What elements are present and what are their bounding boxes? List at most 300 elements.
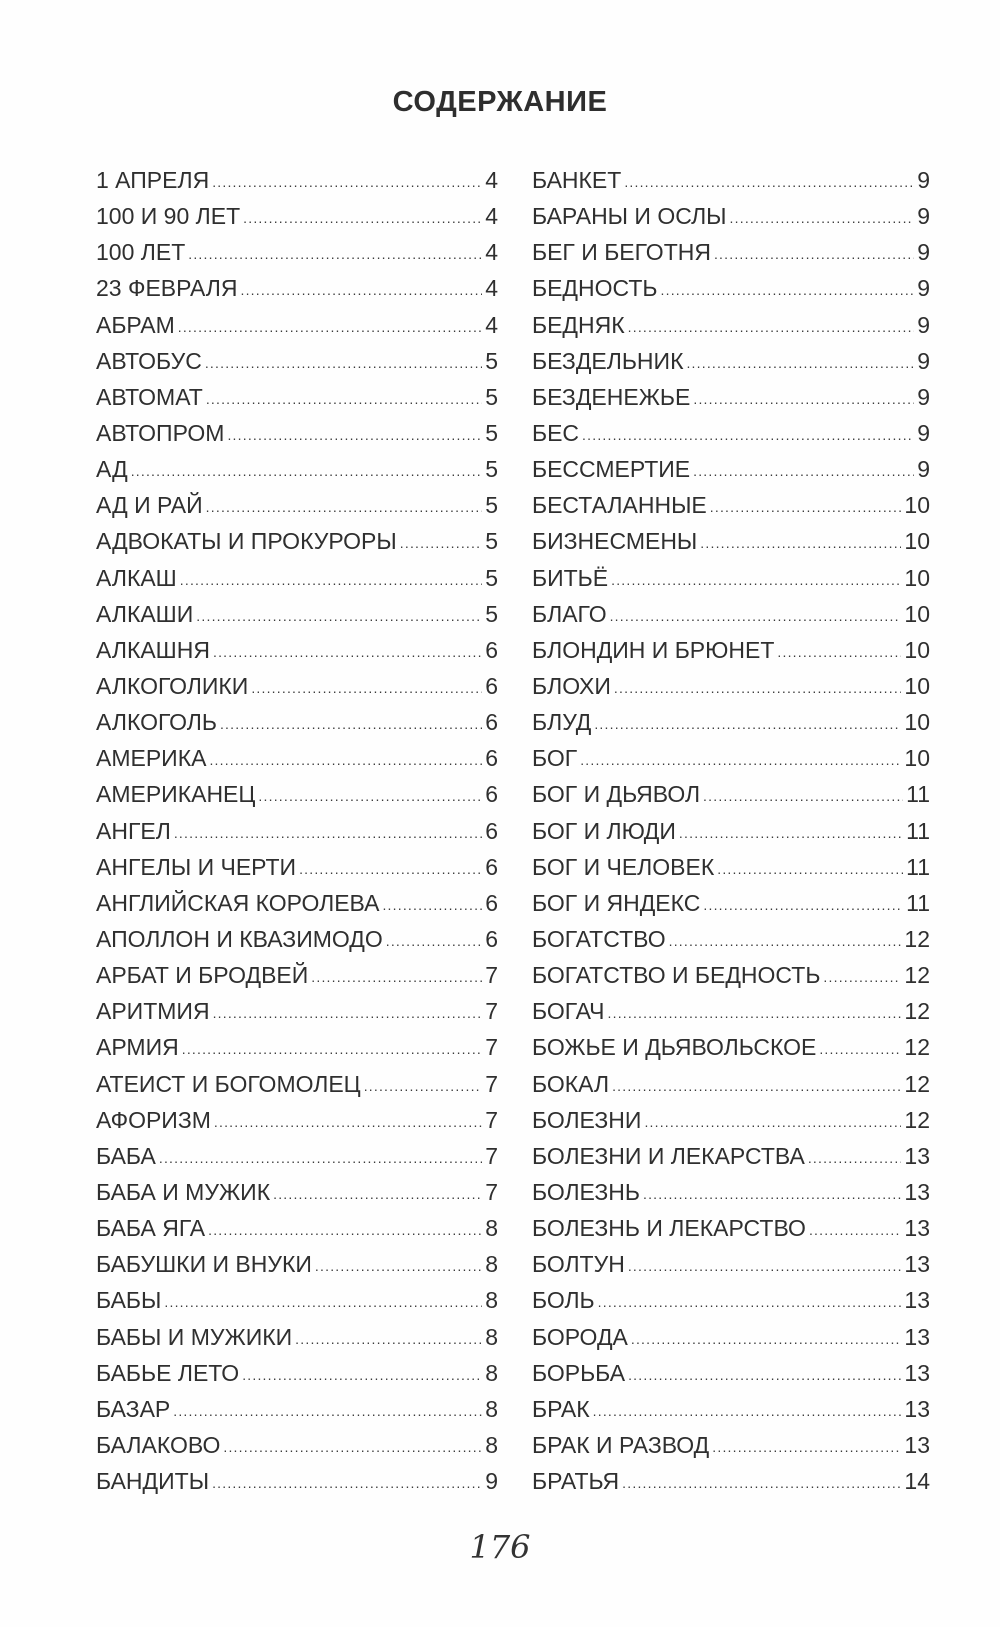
toc-entry-title: АЛКОГОЛИКИ <box>96 672 249 699</box>
toc-entry-page: 10 <box>904 709 930 736</box>
toc-entry <box>96 1282 498 1318</box>
toc-entry-page: 7 <box>485 962 498 989</box>
toc-entry <box>532 1391 930 1427</box>
toc-entry-title: БЕСТАЛАННЫЕ <box>532 492 707 519</box>
dot-leader <box>730 200 915 236</box>
toc-entry-title: БАЗАР <box>96 1395 171 1422</box>
dot-leader <box>614 670 901 706</box>
toc-entry <box>96 993 498 1029</box>
toc-entry-page: 9 <box>917 419 930 446</box>
toc-entry-title: БАБА И МУЖИК <box>96 1178 271 1205</box>
toc-entry-title: БЕССМЕРТИЕ <box>532 456 691 483</box>
toc-entry <box>532 993 930 1029</box>
toc-entry-title: БРАТЬЯ <box>532 1468 620 1495</box>
toc-entry-page: 7 <box>485 998 498 1025</box>
toc-entry-title: 100 И 90 ЛЕТ <box>96 203 241 230</box>
toc-entry <box>532 1355 930 1391</box>
dot-leader <box>243 200 482 236</box>
dot-leader <box>628 1357 901 1393</box>
toc-entry-page: 11 <box>906 817 930 844</box>
toc-column-left <box>96 162 498 1499</box>
toc-entry-page: 9 <box>917 239 930 266</box>
toc-entry-page: 12 <box>904 1106 930 1133</box>
toc-entry-page: 9 <box>917 275 930 302</box>
toc-entry-page: 5 <box>485 419 498 446</box>
toc-entry-page: 6 <box>485 853 498 880</box>
toc-entry-page: 12 <box>904 962 930 989</box>
toc-entry <box>532 487 930 523</box>
toc-entry-page: 13 <box>904 1431 930 1458</box>
toc-entry <box>96 1319 498 1355</box>
toc-entry-title: БАРАНЫ И ОСЛЫ <box>532 203 727 230</box>
toc-entry-title: БОЛТУН <box>532 1251 625 1278</box>
dot-leader <box>622 1465 901 1501</box>
toc-entry-title: АВТОМАТ <box>96 383 203 410</box>
toc-column-right <box>532 162 930 1499</box>
dot-leader <box>400 525 482 561</box>
dot-leader <box>131 453 483 489</box>
dot-leader <box>273 1176 482 1212</box>
page-number: 176 <box>469 1528 531 1566</box>
toc-entry <box>96 379 498 415</box>
toc-entry-page: 11 <box>906 853 930 880</box>
toc-entry-page: 10 <box>904 672 930 699</box>
dot-leader <box>628 309 915 345</box>
toc-entry <box>532 1427 930 1463</box>
dot-leader <box>712 1429 901 1465</box>
toc-entry-title: БАБА ЯГА <box>96 1215 206 1242</box>
toc-entry-page: 7 <box>485 1106 498 1133</box>
toc-entry <box>96 849 498 885</box>
toc-entry-title: БОЛЬ <box>532 1287 595 1314</box>
toc-entry <box>532 523 930 559</box>
toc-entry-title: БОРОДА <box>532 1323 628 1350</box>
toc-entry-page: 12 <box>904 925 930 952</box>
toc-entry <box>532 1138 930 1174</box>
toc-entry-page: 12 <box>904 1034 930 1061</box>
toc-entry <box>96 1102 498 1138</box>
dot-leader <box>220 706 482 742</box>
dot-leader <box>159 1140 482 1176</box>
toc-entry-page: 9 <box>917 456 930 483</box>
toc-entry-title: БЛОНДИН И БРЮНЕТ <box>532 636 775 663</box>
toc-entry <box>532 1463 930 1499</box>
dot-leader <box>206 381 482 417</box>
toc-entry-page: 9 <box>917 347 930 374</box>
toc-entry <box>96 596 498 632</box>
toc-entry-title: БАБА <box>96 1142 156 1169</box>
toc-entry <box>96 957 498 993</box>
toc-entry-page: 6 <box>485 745 498 772</box>
dot-leader <box>611 562 901 598</box>
toc-entry-page: 8 <box>485 1251 498 1278</box>
dot-leader <box>703 887 903 923</box>
toc-entry-title: БОГ И ЧЕЛОВЕК <box>532 853 715 880</box>
toc-entry-title: БОГ И ЛЮДИ <box>532 817 676 844</box>
toc-entry-title: БАБУШКИ И ВНУКИ <box>96 1251 312 1278</box>
toc-entry <box>96 343 498 379</box>
toc-entry-title: БОГ <box>532 745 578 772</box>
toc-entry-page: 8 <box>485 1323 498 1350</box>
dot-leader <box>593 1393 902 1429</box>
dot-leader <box>580 742 901 778</box>
toc-entry <box>532 198 930 234</box>
toc-entry <box>532 740 930 776</box>
toc-entry-page: 10 <box>904 492 930 519</box>
toc-entry-title: БОКАЛ <box>532 1070 610 1097</box>
dot-leader <box>212 1465 482 1501</box>
toc-entry-page: 4 <box>485 167 498 193</box>
toc-entry <box>532 343 930 379</box>
dot-leader <box>819 1031 901 1067</box>
toc-entry-title: 23 ФЕВРАЛЯ <box>96 275 238 302</box>
toc-entry-page: 6 <box>485 817 498 844</box>
toc-entry-title: АД И РАЙ <box>96 492 203 519</box>
toc-entry <box>532 379 930 415</box>
dot-leader <box>164 1284 482 1320</box>
dot-leader <box>227 417 482 453</box>
toc-entry <box>96 307 498 343</box>
dot-leader <box>612 1068 901 1104</box>
toc-entry-title: БИЗНЕСМЕНЫ <box>532 528 698 555</box>
toc-entry-title: АМЕРИКА <box>96 745 207 772</box>
toc-entry <box>96 1029 498 1065</box>
toc-entry-page: 10 <box>904 600 930 627</box>
toc-entry-page: 5 <box>485 492 498 519</box>
dot-leader <box>213 995 483 1031</box>
toc-entry-title: БОГАТСТВО <box>532 925 666 952</box>
toc-entry-title: БОЛЕЗНИ <box>532 1106 642 1133</box>
toc-entry-title: БОГ И ЯНДЕКС <box>532 889 701 916</box>
dot-leader <box>703 778 903 814</box>
toc-entry-title: АВТОПРОМ <box>96 419 225 446</box>
dot-leader <box>669 923 902 959</box>
dot-leader <box>180 562 482 598</box>
dot-leader <box>644 1104 901 1140</box>
toc-entry-page: 6 <box>485 889 498 916</box>
toc-entry-title: БЕС <box>532 419 580 446</box>
toc-entry <box>96 921 498 957</box>
toc-entry-title: АЛКАШНЯ <box>96 636 210 663</box>
toc-entry-page: 4 <box>485 239 498 266</box>
toc-entry-title: БОГАТСТВО И БЕДНОСТЬ <box>532 962 821 989</box>
dot-leader <box>209 742 482 778</box>
toc-entry-title: БОЖЬЕ И ДЬЯВОЛЬСКОЕ <box>532 1034 817 1061</box>
toc-entry-page: 7 <box>485 1142 498 1169</box>
toc-entry <box>532 307 930 343</box>
toc-entry-title: АД <box>96 456 128 483</box>
toc-entry-title: БЛАГО <box>532 600 607 627</box>
toc-entry <box>96 740 498 776</box>
toc-entry <box>96 1138 498 1174</box>
dot-leader <box>643 1176 901 1212</box>
toc-entry <box>96 162 498 198</box>
dot-leader <box>382 887 482 923</box>
toc-entry-title: БЛУД <box>532 709 592 736</box>
toc-entry-page: 11 <box>906 781 930 808</box>
dot-leader <box>251 670 482 706</box>
toc-entry-page: 9 <box>917 167 930 193</box>
toc-entry-title: БРАК <box>532 1395 590 1422</box>
toc-entry-page: 14 <box>904 1468 930 1495</box>
toc-entry-page: 9 <box>917 383 930 410</box>
dot-leader <box>205 345 482 381</box>
toc-entry <box>532 704 930 740</box>
toc-entry <box>532 270 930 306</box>
toc-entry <box>96 234 498 270</box>
toc-entry-page: 6 <box>485 925 498 952</box>
toc-entry <box>96 776 498 812</box>
toc-entry <box>96 668 498 704</box>
toc-entry-page: 5 <box>485 528 498 555</box>
toc-entry-page: 5 <box>485 456 498 483</box>
toc-entry-title: АРИТМИЯ <box>96 998 210 1025</box>
toc-entry-title: БОЛЕЗНИ И ЛЕКАРСТВА <box>532 1142 805 1169</box>
toc-entry-title: АТЕИСТ И БОГОМОЛЕЦ <box>96 1070 361 1097</box>
toc-entry-title: АВТОБУС <box>96 347 202 374</box>
toc-entry-page: 8 <box>485 1395 498 1422</box>
toc-entry <box>96 1427 498 1463</box>
toc-entry-title: 1 АПРЕЛЯ <box>96 167 210 193</box>
toc-entry-page: 13 <box>904 1215 930 1242</box>
toc-entry-page: 9 <box>485 1468 498 1495</box>
toc-entry-title: БИТЬЁ <box>532 564 609 591</box>
toc-entry-page: 10 <box>904 636 930 663</box>
toc-entry <box>96 1174 498 1210</box>
toc-entry <box>96 1463 498 1499</box>
dot-leader <box>206 489 483 525</box>
dot-leader <box>212 164 482 200</box>
dot-leader <box>214 1104 482 1140</box>
dot-leader <box>693 453 914 489</box>
toc-entry <box>96 560 498 596</box>
toc-entry-title: 100 ЛЕТ <box>96 239 186 266</box>
dot-leader <box>241 272 483 308</box>
toc-entry <box>532 1029 930 1065</box>
dot-leader <box>777 634 901 670</box>
dot-leader <box>624 164 914 200</box>
dot-leader <box>223 1429 482 1465</box>
toc-entry-title: БАБЬЕ ЛЕТО <box>96 1359 240 1386</box>
toc-entry-title: БАЛАКОВО <box>96 1431 221 1458</box>
toc-entry-title: БОЛЕЗНЬ <box>532 1178 640 1205</box>
toc-entry-title: БЕГ И БЕГОТНЯ <box>532 239 711 266</box>
dot-leader <box>628 1248 902 1284</box>
toc-entry <box>532 885 930 921</box>
dot-leader <box>182 1031 482 1067</box>
dot-leader <box>295 1321 482 1357</box>
toc-entry-title: АЛКОГОЛЬ <box>96 709 217 736</box>
toc-entry <box>532 849 930 885</box>
toc-entry <box>532 813 930 849</box>
toc-entry <box>96 704 498 740</box>
toc-entry-page: 9 <box>917 311 930 338</box>
dot-leader <box>364 1068 483 1104</box>
toc-entry-title: АНГЕЛЫ И ЧЕРТИ <box>96 853 297 880</box>
toc-entry <box>96 198 498 234</box>
toc-entry <box>96 885 498 921</box>
dot-leader <box>809 1212 901 1248</box>
dot-leader <box>661 272 915 308</box>
toc-entry <box>532 957 930 993</box>
toc-entry <box>96 813 498 849</box>
dot-leader <box>311 959 482 995</box>
toc-entry-page: 8 <box>485 1287 498 1314</box>
toc-entry <box>532 234 930 270</box>
toc-entry-title: АБРАМ <box>96 311 175 338</box>
toc-entry-page: 10 <box>904 528 930 555</box>
toc-entry <box>532 451 930 487</box>
toc-entry-page: 12 <box>904 1070 930 1097</box>
toc-entry <box>532 560 930 596</box>
toc-entry <box>532 1246 930 1282</box>
toc-entry-page: 8 <box>485 1431 498 1458</box>
toc-entry-page: 13 <box>904 1359 930 1386</box>
toc-entry-title: АРМИЯ <box>96 1034 179 1061</box>
toc-entry <box>96 1355 498 1391</box>
toc-entry-title: БЕЗДЕЛЬНИК <box>532 347 684 374</box>
dot-leader <box>598 1284 902 1320</box>
dot-leader <box>196 598 482 634</box>
toc-entry-page: 7 <box>485 1070 498 1097</box>
dot-leader <box>173 1393 482 1429</box>
toc-entry-page: 13 <box>904 1142 930 1169</box>
toc-entry-page: 9 <box>917 203 930 230</box>
toc-entry-page: 5 <box>485 600 498 627</box>
toc-entry-page: 13 <box>904 1395 930 1422</box>
toc-entry <box>532 596 930 632</box>
dot-leader <box>299 851 482 887</box>
toc-entry-title: АЛКАШИ <box>96 600 194 627</box>
toc-entry-title: БАБЫ <box>96 1287 162 1314</box>
toc-entry-page: 13 <box>904 1287 930 1314</box>
toc-entry-title: АПОЛЛОН И КВАЗИМОДО <box>96 925 383 952</box>
toc-entry <box>96 523 498 559</box>
toc-entry-page: 5 <box>485 347 498 374</box>
toc-entry-page: 13 <box>904 1251 930 1278</box>
toc-entry-title: БОРЬБА <box>532 1359 626 1386</box>
toc-entry-page: 6 <box>485 709 498 736</box>
toc-entry-page: 4 <box>485 203 498 230</box>
dot-leader <box>208 1212 482 1248</box>
toc-entry <box>532 1282 930 1318</box>
toc-entry-title: БЕДНОСТЬ <box>532 275 658 302</box>
toc-entry <box>96 1391 498 1427</box>
toc-entry-page: 11 <box>906 889 930 916</box>
toc-entry <box>532 1102 930 1138</box>
toc-entry <box>532 776 930 812</box>
toc-entry-title: БРАК И РАЗВОД <box>532 1431 710 1458</box>
dot-leader <box>631 1321 902 1357</box>
dot-leader <box>242 1357 482 1393</box>
toc-entry-title: БОГАЧ <box>532 998 605 1025</box>
toc-entry <box>532 415 930 451</box>
dot-leader <box>174 815 482 851</box>
toc-entry-title: БАБЫ И МУЖИКИ <box>96 1323 293 1350</box>
toc-entry-page: 10 <box>904 745 930 772</box>
toc-entry-title: АЛКАШ <box>96 564 177 591</box>
dot-leader <box>315 1248 482 1284</box>
dot-leader <box>714 236 914 272</box>
toc-entry-title: АРБАТ И БРОДВЕЙ <box>96 962 309 989</box>
toc-entry-page: 6 <box>485 636 498 663</box>
toc-entry <box>532 668 930 704</box>
page-title: СОДЕРЖАНИЕ <box>392 86 608 118</box>
toc-entry-page: 8 <box>485 1359 498 1386</box>
toc-entry-title: АНГЕЛ <box>96 817 171 844</box>
toc-entry <box>96 1066 498 1102</box>
dot-leader <box>594 706 901 742</box>
dot-leader <box>808 1140 902 1176</box>
toc-entry-page: 7 <box>485 1034 498 1061</box>
dot-leader <box>582 417 914 453</box>
dot-leader <box>823 959 901 995</box>
toc-entry-title: БЕЗДЕНЕЖЬЕ <box>532 383 691 410</box>
toc-entry-title: БАНКЕТ <box>532 167 622 193</box>
dot-leader <box>258 778 482 814</box>
toc-entry-title: АФОРИЗМ <box>96 1106 211 1133</box>
dot-leader <box>693 381 914 417</box>
dot-leader <box>188 236 482 272</box>
dot-leader <box>178 309 482 345</box>
dot-leader <box>700 525 901 561</box>
dot-leader <box>717 851 903 887</box>
toc-entry-page: 5 <box>485 383 498 410</box>
toc-entry-page: 5 <box>485 564 498 591</box>
dot-leader <box>213 634 482 670</box>
dot-leader <box>679 815 903 851</box>
toc-entry <box>96 415 498 451</box>
toc-entry <box>532 162 930 198</box>
toc-entry-page: 6 <box>485 672 498 699</box>
toc-entry-page: 4 <box>485 275 498 302</box>
toc-entry-title: БОЛЕЗНЬ И ЛЕКАРСТВО <box>532 1215 806 1242</box>
toc-entry <box>532 1210 930 1246</box>
toc-entry-page: 13 <box>904 1178 930 1205</box>
toc-entry <box>96 1210 498 1246</box>
toc-entry <box>96 632 498 668</box>
toc-entry <box>96 451 498 487</box>
toc-entry <box>532 632 930 668</box>
toc-entry-page: 7 <box>485 1178 498 1205</box>
toc-entry <box>96 1246 498 1282</box>
toc-entry <box>96 487 498 523</box>
toc-entry-title: БОГ И ДЬЯВОЛ <box>532 781 701 808</box>
toc-entry-title: АНГЛИЙСКАЯ КОРОЛЕВА <box>96 889 380 916</box>
toc-entry <box>532 921 930 957</box>
dot-leader <box>608 995 902 1031</box>
dot-leader <box>386 923 482 959</box>
toc-entry-page: 8 <box>485 1215 498 1242</box>
toc-entry-page: 6 <box>485 781 498 808</box>
toc-entry <box>96 270 498 306</box>
toc-entry-title: БЕДНЯК <box>532 311 625 338</box>
toc-entry-page: 12 <box>904 998 930 1025</box>
toc-entry <box>532 1066 930 1102</box>
toc-entry-page: 13 <box>904 1323 930 1350</box>
toc-entry-page: 4 <box>485 311 498 338</box>
toc-entry-title: АМЕРИКАНЕЦ <box>96 781 256 808</box>
toc-entry-title: БАНДИТЫ <box>96 1468 210 1495</box>
dot-leader <box>710 489 902 525</box>
toc-entry-title: БЛОХИ <box>532 672 611 699</box>
dot-leader <box>686 345 914 381</box>
toc-entry-title: АДВОКАТЫ И ПРОКУРОРЫ <box>96 528 397 555</box>
toc-entry-page: 10 <box>904 564 930 591</box>
toc-entry <box>532 1174 930 1210</box>
dot-leader <box>610 598 902 634</box>
toc-entry <box>532 1319 930 1355</box>
